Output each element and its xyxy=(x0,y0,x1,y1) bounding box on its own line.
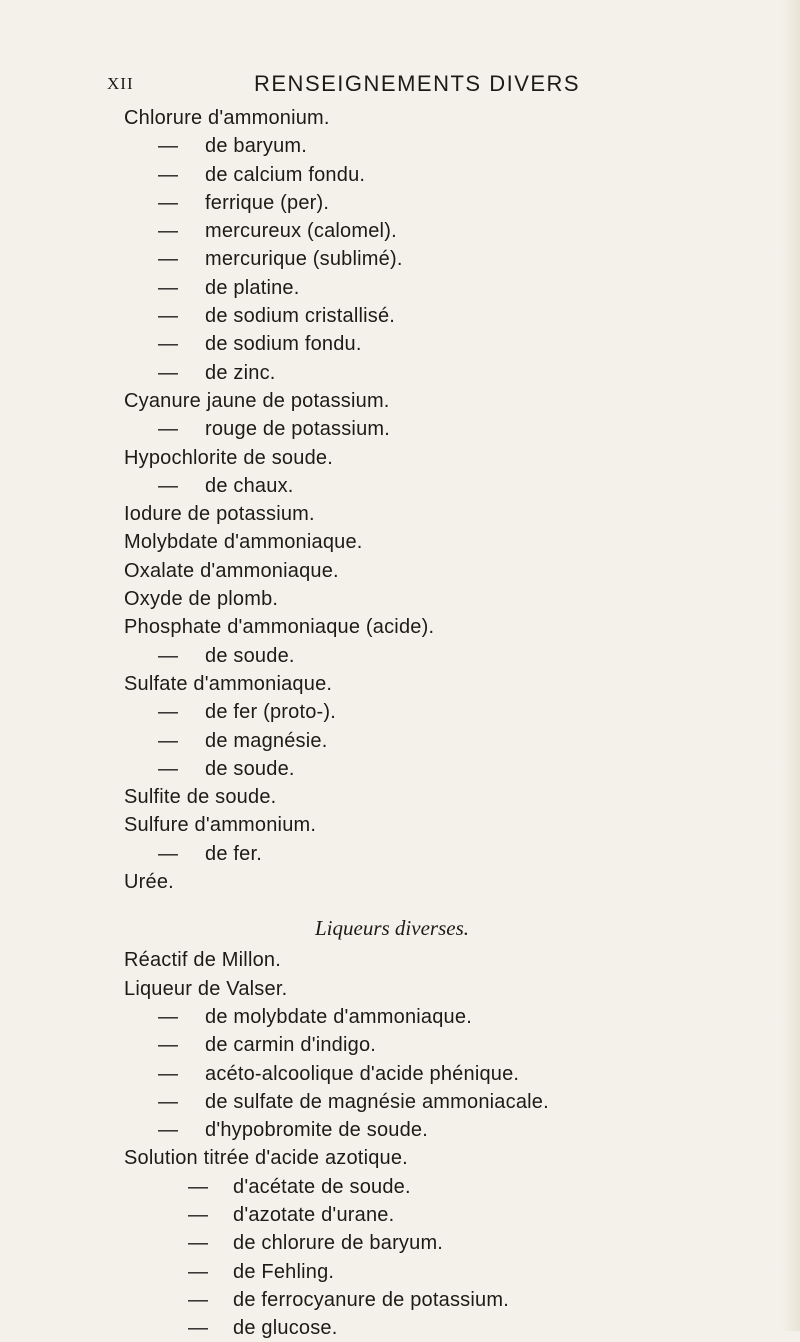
list-item-text: Solution titrée d'acide azotique. xyxy=(124,1147,408,1170)
list-item xyxy=(0,1201,800,1229)
list-item-text: de calcium fondu. xyxy=(205,163,366,186)
list-item xyxy=(0,975,800,1003)
list-item-text: Réactif de Millon. xyxy=(124,949,281,972)
list-item-text: Phosphate d'ammoniaque (acide). xyxy=(124,616,435,639)
list-item-text: de magnésie. xyxy=(205,729,328,752)
list-item-text: d'azotate d'urane. xyxy=(233,1203,395,1226)
list-item xyxy=(0,359,800,387)
ditto-dash: — xyxy=(158,842,178,865)
list-item xyxy=(0,132,800,160)
ditto-dash: — xyxy=(188,1203,208,1226)
list-item xyxy=(0,1031,800,1059)
ditto-dash: — xyxy=(158,248,178,271)
ditto-dash: — xyxy=(158,701,178,724)
list-item xyxy=(0,472,800,500)
list-item xyxy=(0,557,800,585)
list-item-text: Sulfite de soude. xyxy=(124,786,277,809)
list-item-text: Iodure de potassium. xyxy=(124,503,315,526)
list-item xyxy=(0,811,800,839)
list-item-text: acéto-alcoolique d'acide phénique. xyxy=(205,1062,520,1085)
list-item-text: Sulfate d'ammoniaque. xyxy=(124,672,333,695)
list-item xyxy=(0,302,800,330)
list-item-text: Molybdate d'ammoniaque. xyxy=(124,531,363,554)
list-item-text: de baryum. xyxy=(205,135,308,158)
list-item xyxy=(0,330,800,358)
list-item xyxy=(0,1003,800,1031)
ditto-dash: — xyxy=(158,1090,178,1113)
list-item-text: de molybdate d'ammoniaque. xyxy=(205,1005,472,1028)
list-item xyxy=(0,161,800,189)
list-item xyxy=(0,500,800,528)
list-item-text: d'hypobromite de soude. xyxy=(205,1119,429,1142)
list-item-text: de glucose. xyxy=(233,1317,338,1340)
list-item-text: ferrique (per). xyxy=(205,191,330,214)
ditto-dash: — xyxy=(188,1288,208,1311)
list-item xyxy=(0,1286,800,1314)
list-item-text: de zinc. xyxy=(205,361,276,384)
page-header xyxy=(0,68,800,98)
ditto-dash: — xyxy=(158,191,178,214)
list-item-text: Oxyde de plomb. xyxy=(124,588,279,611)
list-item xyxy=(0,783,800,811)
list-item-text: de sodium fondu. xyxy=(205,333,362,356)
list-item-text: rouge de potassium. xyxy=(205,418,391,441)
ditto-dash: — xyxy=(158,1005,178,1028)
ditto-dash: — xyxy=(158,333,178,356)
ditto-dash: — xyxy=(158,361,178,384)
list-item xyxy=(0,189,800,217)
list-item xyxy=(0,415,800,443)
list-item xyxy=(0,868,800,896)
list-item-text: d'acétate de soude. xyxy=(233,1175,411,1198)
list-item-text: de fer (proto-). xyxy=(205,701,337,724)
list-item xyxy=(0,613,800,641)
list-item xyxy=(0,946,800,974)
list-item xyxy=(0,1314,800,1342)
list-item xyxy=(0,1060,800,1088)
list-item-text: Chlorure d'ammonium. xyxy=(124,107,330,129)
list-item xyxy=(0,387,800,415)
list-item-text: de platine. xyxy=(205,276,300,299)
list-item-text: Cyanure jaune de potassium. xyxy=(124,389,390,412)
ditto-dash: — xyxy=(158,135,178,158)
list-item-text: de chlorure de baryum. xyxy=(233,1232,444,1255)
list-item xyxy=(0,1229,800,1257)
list-item-text: Urée. xyxy=(124,871,174,894)
list-item-text: de ferrocyanure de potassium. xyxy=(233,1288,509,1311)
ditto-dash: — xyxy=(158,305,178,328)
list-item xyxy=(0,727,800,755)
section-heading-text: Liqueurs diverses. xyxy=(315,916,469,941)
ditto-dash: — xyxy=(158,220,178,243)
ditto-dash: — xyxy=(158,1034,178,1057)
list-item xyxy=(0,1088,800,1116)
list-item-text: de Fehling. xyxy=(233,1260,335,1283)
ditto-dash: — xyxy=(188,1232,208,1255)
list-item-text: de fer. xyxy=(205,842,262,865)
running-title: RENSEIGNEMENTS DIVERS xyxy=(254,71,581,96)
ditto-dash: — xyxy=(158,418,178,441)
list-item xyxy=(0,698,800,726)
list-item xyxy=(0,528,800,556)
ditto-dash: — xyxy=(158,276,178,299)
list-item-text: de sodium cristallisé. xyxy=(205,305,396,328)
list-item xyxy=(0,245,800,273)
list-item xyxy=(0,444,800,472)
ditto-dash: — xyxy=(158,644,178,667)
list-item-text: mercureux (calomel). xyxy=(205,220,397,243)
ditto-dash: — xyxy=(188,1317,208,1340)
list-item xyxy=(0,1116,800,1144)
list-item xyxy=(0,1173,800,1201)
list-item xyxy=(0,1258,800,1286)
page-number: XII xyxy=(107,74,134,93)
list-item xyxy=(0,217,800,245)
list-item xyxy=(0,840,800,868)
list-item-text: Sulfure d'ammonium. xyxy=(124,814,317,837)
list-item-text: de soude. xyxy=(205,644,295,667)
list-item-text: de soude. xyxy=(205,757,295,780)
list-item xyxy=(0,274,800,302)
list-item-text: de sulfate de magnésie ammoniacale. xyxy=(205,1090,549,1113)
list-item xyxy=(0,1144,800,1172)
list-item-text: Oxalate d'ammoniaque. xyxy=(124,559,339,582)
section-heading xyxy=(0,910,800,946)
reagent-list xyxy=(0,104,800,1342)
list-item xyxy=(0,585,800,613)
list-item-text: mercurique (sublimé). xyxy=(205,248,403,271)
list-item xyxy=(0,104,800,132)
list-item xyxy=(0,755,800,783)
ditto-dash: — xyxy=(188,1175,208,1198)
list-item-text: de carmin d'indigo. xyxy=(205,1034,377,1057)
ditto-dash: — xyxy=(158,729,178,752)
list-item xyxy=(0,670,800,698)
ditto-dash: — xyxy=(158,757,178,780)
ditto-dash: — xyxy=(158,1119,178,1142)
list-item-text: Hypochlorite de soude. xyxy=(124,446,333,469)
ditto-dash: — xyxy=(158,163,178,186)
list-item-text: Liqueur de Valser. xyxy=(124,977,288,1000)
list-item-text: de chaux. xyxy=(205,474,294,497)
ditto-dash: — xyxy=(158,1062,178,1085)
ditto-dash: — xyxy=(158,474,178,497)
ditto-dash: — xyxy=(188,1260,208,1283)
list-item xyxy=(0,642,800,670)
